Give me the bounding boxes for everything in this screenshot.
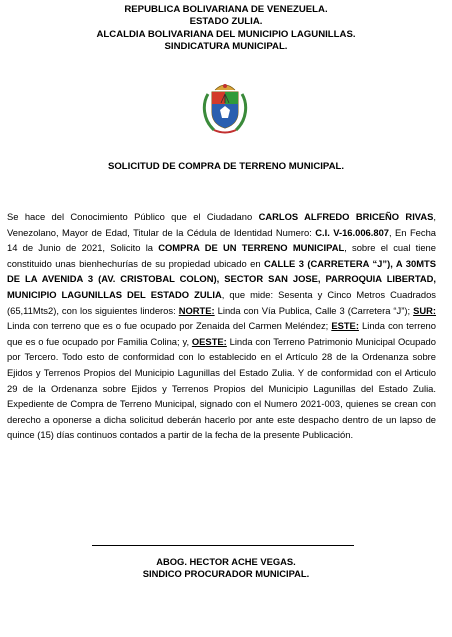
id-number: C.I. V-16.006.807 [315, 226, 390, 238]
body-text-2: , Venezolano, Mayor de Edad, Titular de la Cédula de Identidad Numero: [7, 211, 436, 238]
municipal-coat-of-arms-icon [200, 80, 250, 136]
document-title: SOLICITUD DE COMPRA DE TERRENO MUNICIPAL. [107, 161, 345, 172]
boundary-north-label: NORTE: [178, 304, 215, 316]
header-line-republic: REPUBLICA BOLIVARIANA DE VENEZUELA. [124, 4, 328, 15]
signatory-role: SINDICO PROCURADOR MUNICIPAL. [142, 568, 310, 580]
boundary-east-label: ESTE: [331, 320, 359, 332]
notice-body [7, 209, 436, 443]
body-text-4: , sobre el cual tiene constituido unas bienhechurías de su propiedad ubicado en [7, 242, 436, 269]
body-text-1: Se hace del Conocimiento Público que el Ciudadano [7, 211, 259, 222]
body-text-3: , En Fecha 14 de Junio de 2021, Solicito la [7, 226, 436, 254]
document-header [0, 4, 452, 54]
signatory-name: ABOG. HECTOR ACHE VEGAS. [156, 556, 296, 567]
body-text-6: Linda con Vía Publica, Calle 3 (Carretera “J”); [214, 304, 414, 316]
header-line-mayoralty: ALCALDIA BOLIVARIANA DEL MUNICIPIO LAGUNILLAS. [96, 28, 356, 40]
boundary-west-label: OESTE: [191, 335, 227, 347]
body-text-8: Linda con terreno que es o fue ocupado por Familia Colina; y, [7, 320, 436, 347]
body-text-7: Linda con terreno que es o fue ocupado por Zenaida del Carmen Meléndez; [7, 320, 332, 332]
header-line-state: ESTADO ZULIA. [189, 16, 263, 28]
request-type: COMPRA DE UN TERRENO MUNICIPAL [158, 242, 345, 254]
body-text-9: Linda con Terreno Patrimonio Municipal Ocupado por Tercero. Todo esto de conformidad con lo establecido en el Artículo 28 de la Ordenanza sobre Ejidos y Terrenos Propios del Municipio Lagunillas del Estado Zulia. Y de conformidad con el Articulo 29 de la Ordenanza sobre Ejidos y Terrenos Propios del Municipio Lagunillas del Estado Zulia. Expediente de Compra de Terreno Municipal, signado con el Numero 2021-003, quienes se crean con derecho a oponerse a dicha solicitud deberán hacerlo por ante este despacho dentro de un lapso de quince (15) días continuos contados a partir de la fecha de la presente Publicación. [7, 335, 436, 441]
signature-line [92, 545, 354, 546]
boundary-south-label: SUR: [413, 304, 437, 316]
property-address: CALLE 3 (CARRETERA “J”), A 30MTS DE LA AVENIDA 3 (AV. CRISTOBAL COLON), SECTOR SAN JOSE, PARROQUIA LIBERTAD, MUNICIPIO LAGUNILLAS DEL ESTADO ZULIA [7, 257, 437, 300]
applicant-name: CARLOS ALFREDO BRICEÑO RIVAS [258, 211, 434, 222]
signature-block [0, 556, 452, 581]
body-text-5: , que mide: Sesenta y Cinco Metros Cuadrados (65,11Mts2), con los siguientes linderos: [7, 288, 436, 316]
header-line-office: SINDICATURA MUNICIPAL. [164, 41, 288, 53]
